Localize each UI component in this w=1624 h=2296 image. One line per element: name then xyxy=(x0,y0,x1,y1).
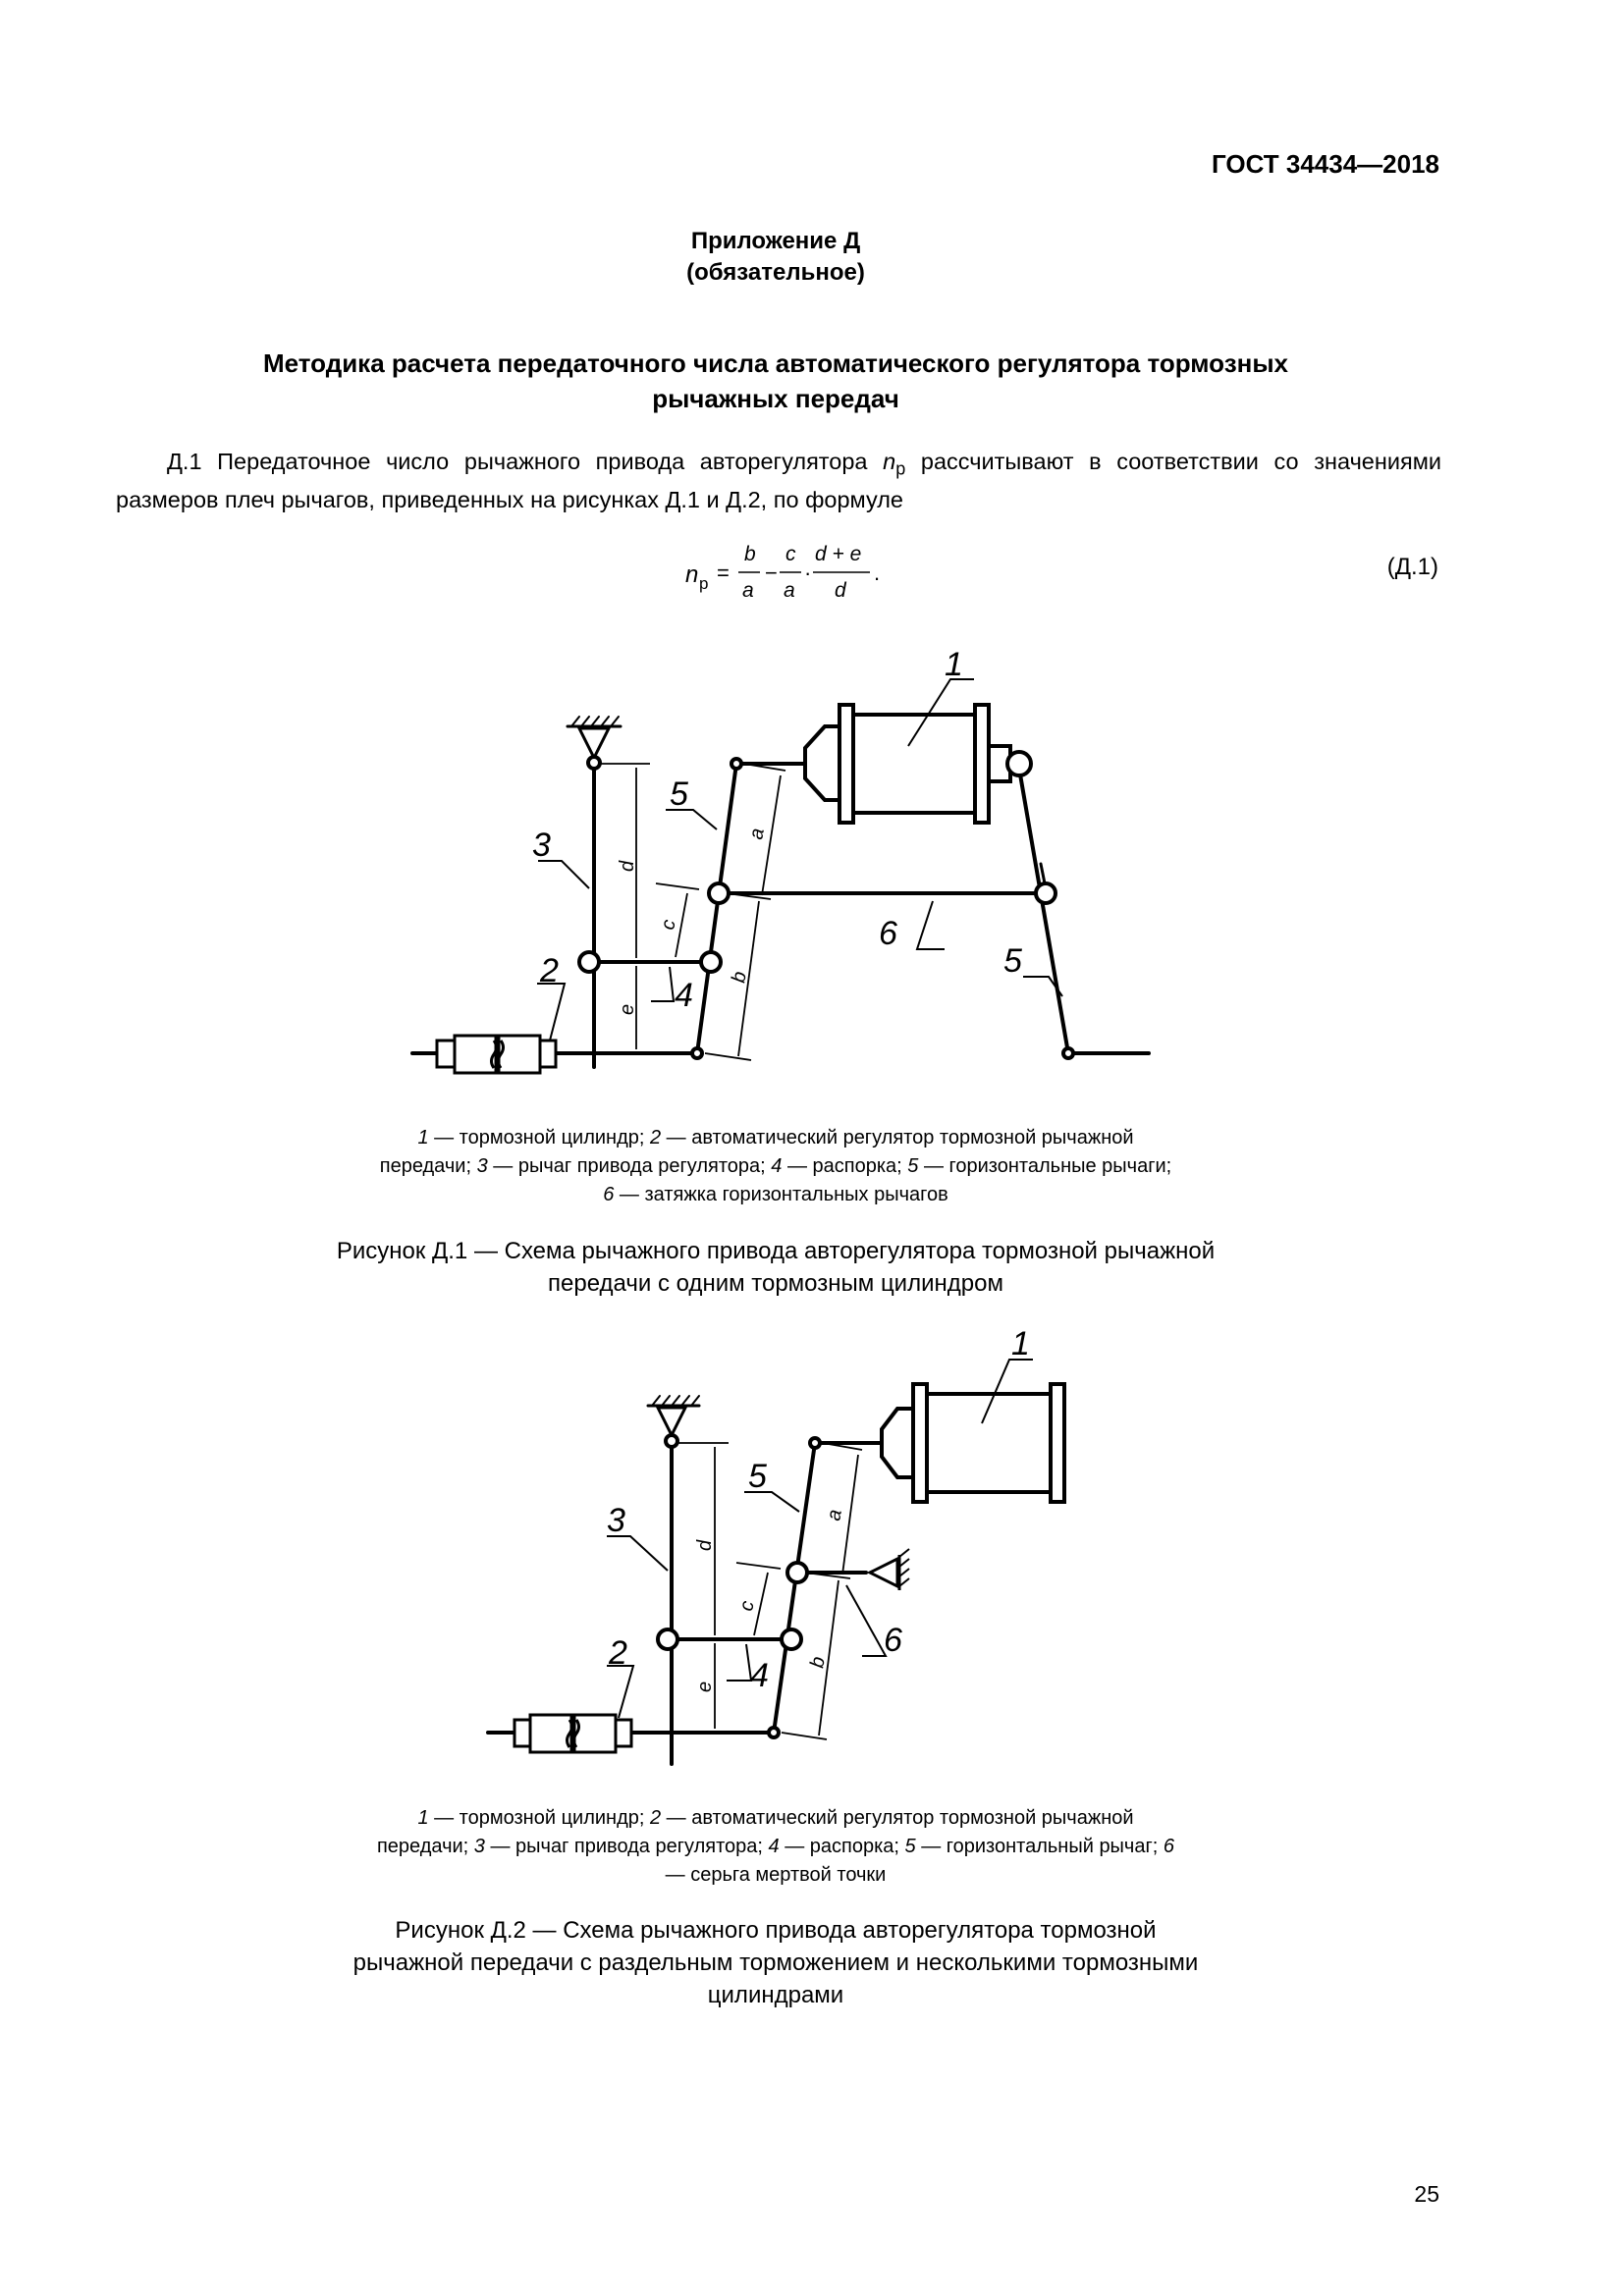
fig2-label-3: 3 xyxy=(607,1502,625,1539)
formula-f3-den: d xyxy=(835,579,846,602)
fig2-dim-b: b xyxy=(806,1655,830,1670)
figure-d1-diagram xyxy=(0,0,1624,1109)
paragraph-variable-sub: р xyxy=(895,458,906,479)
fig1-dim-d: d xyxy=(617,860,638,872)
fig2-dim-d: d xyxy=(694,1539,716,1551)
fig2-dim-c: c xyxy=(735,1599,759,1613)
formula-f1-den: a xyxy=(742,579,754,602)
fig2-label-6: 6 xyxy=(884,1622,902,1659)
document-code: ГОСТ 34434—2018 xyxy=(1212,149,1439,179)
figure-d2-caption-line2: рычажной передачи с раздельным торможением и несколькими тормозными xyxy=(352,1949,1199,1976)
figure-d2-caption xyxy=(295,1914,1257,2011)
section-title-line2: рычажных передач xyxy=(652,384,899,413)
figure-d1-caption-line2: передачи с одним тормозным цилиндром xyxy=(548,1270,1003,1297)
fig1-label-3: 3 xyxy=(532,827,551,864)
figure-d2-legend: 1 — тормозной цилиндр; 2 — автоматический регулятор тормозной рычажной передачи; 3 — рычаг привода регулятора; 4 — распорка; 5 — горизонтальный рычаг; 6 — серьга мертвой точки xyxy=(376,1807,1175,1886)
formula-f2-num: c xyxy=(785,543,796,565)
appendix-title: Приложение Д xyxy=(690,228,861,254)
fig2-label-5: 5 xyxy=(748,1458,767,1495)
fig1-label-4: 4 xyxy=(675,977,693,1014)
paragraph-text-1: Д.1 Передаточное число рычажного привода авторегулятора xyxy=(167,449,884,474)
paragraph-text-2: рассчитывают в соответствии со значениями размеров плеч рычагов, приведенных на рисунках Д.1 и Д.2, по формуле xyxy=(116,449,1441,512)
formula-lhs-sub: р xyxy=(699,574,709,593)
page-number: 25 xyxy=(1414,2181,1439,2207)
fig2-dim-a: a xyxy=(823,1508,846,1522)
figure-d2-caption-line3: цилиндрами xyxy=(707,1982,844,2008)
figure-d1-legend: 1 — тормозной цилиндр; 2 — автоматический регулятор тормозной рычажной передачи; 3 — рычаг привода регулятора; 4 — распорка; 5 — горизонтальные рычаги; 6 — затяжка горизонтальных рычагов xyxy=(379,1127,1172,1205)
formula-lhs: n xyxy=(685,561,699,588)
formula-minus: − xyxy=(765,561,778,585)
fig1-dim-c: c xyxy=(657,918,680,932)
formula-dot: · xyxy=(804,561,812,585)
formula-f1-num: b xyxy=(744,543,756,565)
figure-d1-caption-line1: Рисунок Д.1 — Схема рычажного привода авторегулятора тормозной рычажной xyxy=(336,1238,1216,1264)
formula-number: (Д.1) xyxy=(1386,554,1438,580)
formula-equals: = xyxy=(717,561,730,585)
appendix-status: (обязательное) xyxy=(686,259,865,286)
figure-d1-caption xyxy=(295,1235,1257,1300)
formula-f3-num: d + e xyxy=(815,543,862,565)
figure-d2-diagram xyxy=(0,1306,1624,1767)
fig2-label-4: 4 xyxy=(750,1657,769,1694)
paragraph-variable: n xyxy=(883,449,896,474)
figure-d2-caption-line1: Рисунок Д.2 — Схема рычажного привода авторегулятора тормозной xyxy=(395,1917,1157,1944)
formula-f2-den: a xyxy=(784,579,795,602)
fig1-label-2: 2 xyxy=(540,952,559,989)
section-title-line1: Методика расчета передаточного числа автоматического регулятора тормозных xyxy=(262,348,1288,378)
fig1-label-1: 1 xyxy=(945,646,963,683)
fig1-label-5b: 5 xyxy=(1003,942,1022,980)
fig2-label-1: 1 xyxy=(1011,1325,1030,1362)
fig2-dim-e: e xyxy=(694,1681,716,1692)
fig1-label-6: 6 xyxy=(879,915,897,952)
formula-end: . xyxy=(874,561,881,585)
fig1-label-5a: 5 xyxy=(670,775,688,813)
fig1-dim-b: b xyxy=(728,970,751,985)
fig2-label-2: 2 xyxy=(609,1634,627,1672)
fig1-dim-a: a xyxy=(745,827,769,841)
fig1-dim-e: e xyxy=(617,1003,638,1015)
